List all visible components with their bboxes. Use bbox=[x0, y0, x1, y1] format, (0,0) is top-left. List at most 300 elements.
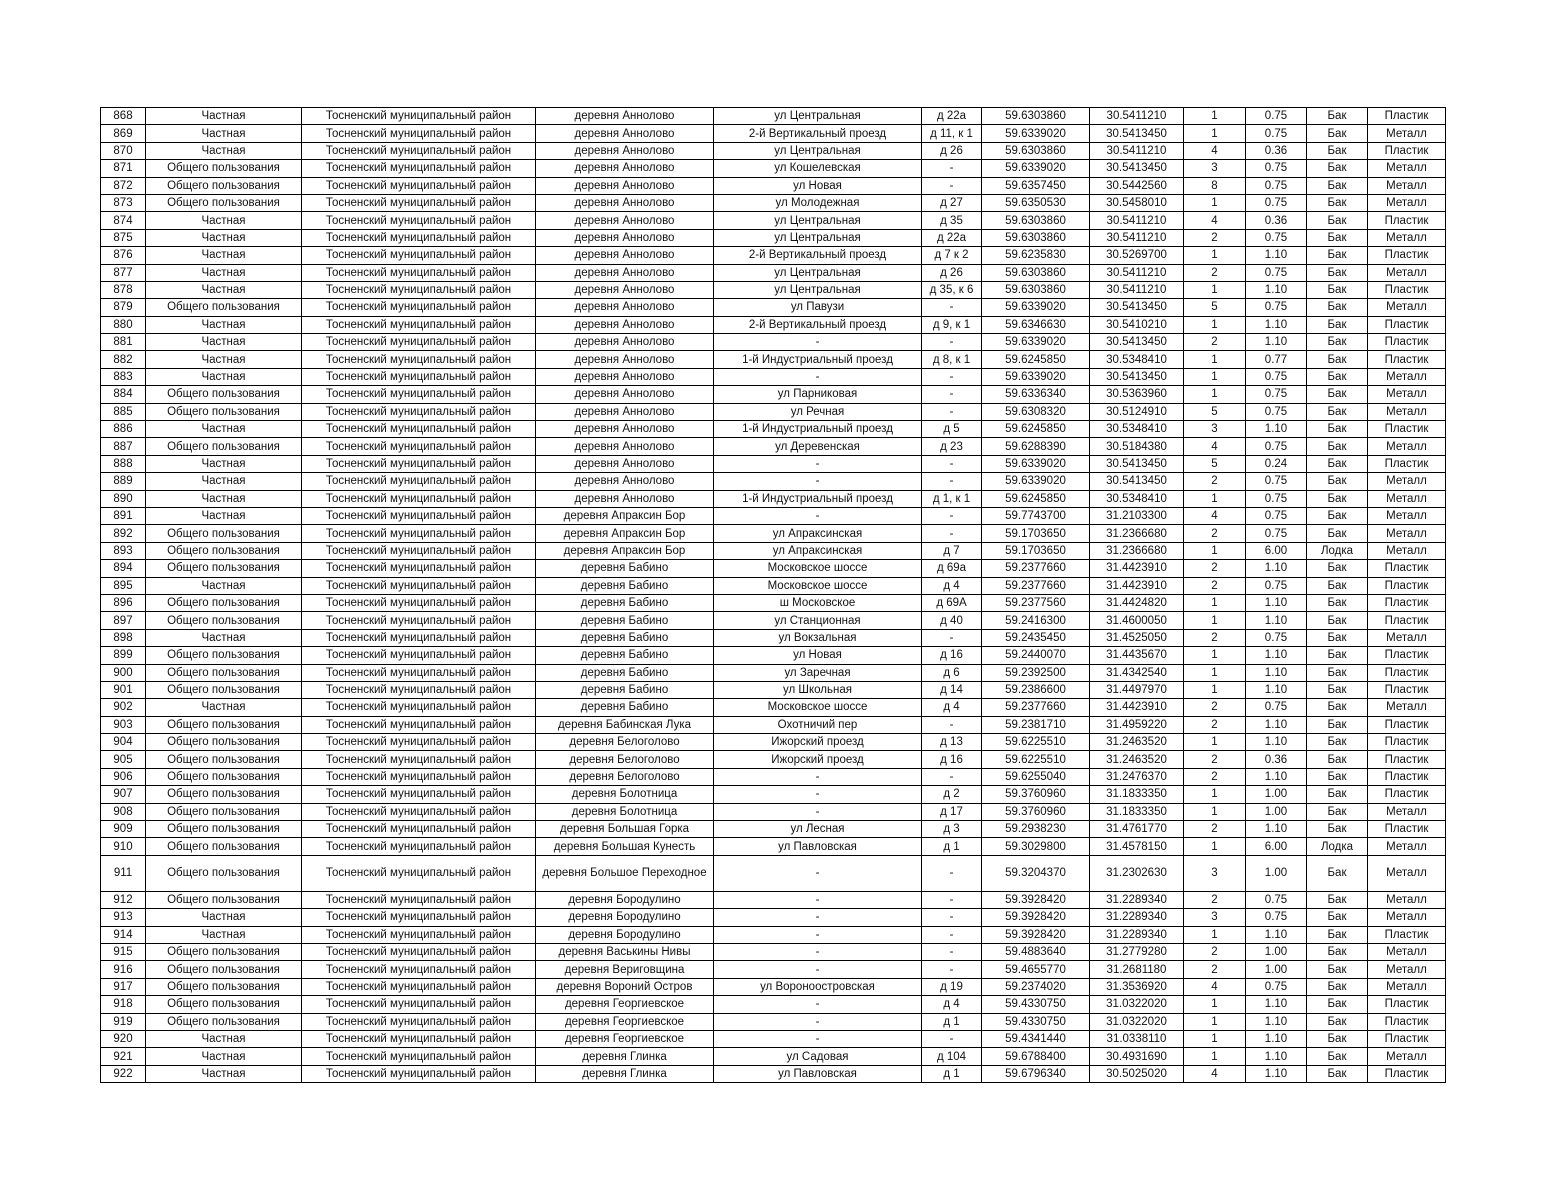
cell-latitude: 59.6339020 bbox=[982, 334, 1090, 351]
cell-longitude: 30.5413450 bbox=[1090, 368, 1184, 385]
cell-row-number: 870 bbox=[101, 142, 146, 159]
cell-longitude: 30.5413450 bbox=[1090, 473, 1184, 490]
cell-container-type: Бак bbox=[1307, 194, 1368, 211]
cell-area-type: Общего пользования bbox=[146, 525, 302, 542]
cell-row-number: 885 bbox=[101, 403, 146, 420]
cell-latitude: 59.2377660 bbox=[982, 699, 1090, 716]
cell-house: - bbox=[922, 926, 982, 943]
cell-street: 2-й Вертикальный проезд bbox=[714, 316, 922, 333]
cell-area-type: Общего пользования bbox=[146, 681, 302, 698]
cell-longitude: 30.5269700 bbox=[1090, 247, 1184, 264]
cell-settlement: деревня Аннолово bbox=[536, 334, 714, 351]
cell-latitude: 59.2416300 bbox=[982, 612, 1090, 629]
cell-row-number: 918 bbox=[101, 996, 146, 1013]
cell-longitude: 31.4423910 bbox=[1090, 560, 1184, 577]
table-row bbox=[101, 490, 1446, 507]
table-row bbox=[101, 664, 1446, 681]
cell-settlement: деревня Бабино bbox=[536, 577, 714, 594]
table-row bbox=[101, 943, 1446, 960]
cell-container-count: 1 bbox=[1184, 647, 1246, 664]
cell-house: д 16 bbox=[922, 751, 982, 768]
cell-container-count: 2 bbox=[1184, 473, 1246, 490]
cell-settlement: деревня Бородулино bbox=[536, 926, 714, 943]
cell-row-number: 904 bbox=[101, 734, 146, 751]
cell-material: Пластик bbox=[1368, 108, 1446, 125]
cell-container-type: Бак bbox=[1307, 786, 1368, 803]
cell-longitude: 31.2463520 bbox=[1090, 734, 1184, 751]
cell-volume: 1.10 bbox=[1246, 612, 1307, 629]
table-row bbox=[101, 838, 1446, 855]
cell-longitude: 30.5442560 bbox=[1090, 177, 1184, 194]
cell-latitude: 59.2386600 bbox=[982, 681, 1090, 698]
cell-street: ул Павловская bbox=[714, 838, 922, 855]
cell-house: д 40 bbox=[922, 612, 982, 629]
cell-material: Металл bbox=[1368, 299, 1446, 316]
cell-container-count: 1 bbox=[1184, 838, 1246, 855]
cell-latitude: 59.4330750 bbox=[982, 996, 1090, 1013]
cell-area-type: Частная bbox=[146, 1048, 302, 1065]
cell-settlement: деревня Глинка bbox=[536, 1065, 714, 1082]
cell-street: Охотничий пер bbox=[714, 716, 922, 733]
cell-container-type: Бак bbox=[1307, 473, 1368, 490]
cell-settlement: деревня Аннолово bbox=[536, 455, 714, 472]
cell-container-type: Бак bbox=[1307, 594, 1368, 611]
cell-settlement: деревня Белоголово bbox=[536, 768, 714, 785]
cell-volume: 0.75 bbox=[1246, 473, 1307, 490]
cell-container-type: Бак bbox=[1307, 1048, 1368, 1065]
cell-house: - bbox=[922, 455, 982, 472]
cell-settlement: деревня Бабинская Лука bbox=[536, 716, 714, 733]
cell-row-number: 871 bbox=[101, 160, 146, 177]
cell-container-count: 3 bbox=[1184, 909, 1246, 926]
cell-row-number: 920 bbox=[101, 1030, 146, 1047]
cell-row-number: 873 bbox=[101, 194, 146, 211]
cell-street: ул Центральная bbox=[714, 142, 922, 159]
cell-street: 1-й Индустриальный проезд bbox=[714, 351, 922, 368]
cell-container-type: Бак bbox=[1307, 996, 1368, 1013]
table-row bbox=[101, 612, 1446, 629]
table-row bbox=[101, 594, 1446, 611]
cell-volume: 0.75 bbox=[1246, 978, 1307, 995]
cell-longitude: 31.4423910 bbox=[1090, 577, 1184, 594]
cell-street: ул Кошелевская bbox=[714, 160, 922, 177]
cell-material: Пластик bbox=[1368, 560, 1446, 577]
cell-volume: 0.75 bbox=[1246, 386, 1307, 403]
cell-latitude: 59.4341440 bbox=[982, 1030, 1090, 1047]
cell-area-type: Частная bbox=[146, 421, 302, 438]
cell-latitude: 59.3029800 bbox=[982, 838, 1090, 855]
cell-district: Тосненский муниципальный район bbox=[302, 368, 536, 385]
cell-street: ул Парниковая bbox=[714, 386, 922, 403]
cell-container-type: Бак bbox=[1307, 264, 1368, 281]
cell-latitude: 59.6339020 bbox=[982, 368, 1090, 385]
cell-district: Тосненский муниципальный район bbox=[302, 1048, 536, 1065]
cell-latitude: 59.6235830 bbox=[982, 247, 1090, 264]
cell-latitude: 59.6796340 bbox=[982, 1065, 1090, 1082]
cell-street: ш Московское bbox=[714, 594, 922, 611]
cell-container-count: 4 bbox=[1184, 978, 1246, 995]
cell-district: Тосненский муниципальный район bbox=[302, 247, 536, 264]
cell-container-type: Бак bbox=[1307, 403, 1368, 420]
cell-volume: 1.10 bbox=[1246, 821, 1307, 838]
cell-row-number: 884 bbox=[101, 386, 146, 403]
cell-settlement: деревня Георгиевское bbox=[536, 1013, 714, 1030]
cell-container-count: 1 bbox=[1184, 194, 1246, 211]
cell-material: Металл bbox=[1368, 525, 1446, 542]
table-row bbox=[101, 212, 1446, 229]
cell-container-count: 2 bbox=[1184, 229, 1246, 246]
cell-row-number: 883 bbox=[101, 368, 146, 385]
cell-district: Тосненский муниципальный район bbox=[302, 943, 536, 960]
cell-volume: 1.10 bbox=[1246, 664, 1307, 681]
cell-longitude: 31.4435670 bbox=[1090, 647, 1184, 664]
table-row bbox=[101, 403, 1446, 420]
cell-district: Тосненский муниципальный район bbox=[302, 125, 536, 142]
cell-settlement: деревня Бабино bbox=[536, 664, 714, 681]
cell-longitude: 30.5184380 bbox=[1090, 438, 1184, 455]
cell-longitude: 30.5348410 bbox=[1090, 421, 1184, 438]
cell-row-number: 919 bbox=[101, 1013, 146, 1030]
cell-house: - bbox=[922, 855, 982, 891]
cell-latitude: 59.3760960 bbox=[982, 803, 1090, 820]
cell-volume: 0.75 bbox=[1246, 909, 1307, 926]
cell-house: д 6 bbox=[922, 664, 982, 681]
cell-container-count: 4 bbox=[1184, 438, 1246, 455]
cell-volume: 1.00 bbox=[1246, 786, 1307, 803]
cell-district: Тосненский муниципальный район bbox=[302, 507, 536, 524]
cell-material: Пластик bbox=[1368, 647, 1446, 664]
table-row bbox=[101, 786, 1446, 803]
cell-street: ул Молодежная bbox=[714, 194, 922, 211]
cell-street: - bbox=[714, 891, 922, 908]
cell-material: Металл bbox=[1368, 490, 1446, 507]
cell-longitude: 31.4342540 bbox=[1090, 664, 1184, 681]
cell-material: Металл bbox=[1368, 194, 1446, 211]
cell-settlement: деревня Аннолово bbox=[536, 177, 714, 194]
cell-latitude: 59.4655770 bbox=[982, 961, 1090, 978]
cell-container-type: Бак bbox=[1307, 108, 1368, 125]
cell-volume: 1.10 bbox=[1246, 594, 1307, 611]
table-row bbox=[101, 264, 1446, 281]
cell-settlement: деревня Аннолово bbox=[536, 264, 714, 281]
cell-house: д 4 bbox=[922, 699, 982, 716]
cell-area-type: Частная bbox=[146, 125, 302, 142]
cell-volume: 0.75 bbox=[1246, 229, 1307, 246]
cell-volume: 1.00 bbox=[1246, 943, 1307, 960]
cell-longitude: 30.5411210 bbox=[1090, 229, 1184, 246]
cell-house: д 7 к 2 bbox=[922, 247, 982, 264]
cell-container-type: Бак bbox=[1307, 1030, 1368, 1047]
cell-material: Металл bbox=[1368, 160, 1446, 177]
cell-street: - bbox=[714, 473, 922, 490]
table-row bbox=[101, 1013, 1446, 1030]
cell-row-number: 915 bbox=[101, 943, 146, 960]
cell-district: Тосненский муниципальный район bbox=[302, 803, 536, 820]
cell-latitude: 59.3928420 bbox=[982, 909, 1090, 926]
table-row bbox=[101, 299, 1446, 316]
table-row bbox=[101, 1030, 1446, 1047]
cell-area-type: Общего пользования bbox=[146, 542, 302, 559]
cell-house: д 22а bbox=[922, 229, 982, 246]
cell-volume: 1.10 bbox=[1246, 1048, 1307, 1065]
cell-longitude: 31.2366680 bbox=[1090, 525, 1184, 542]
table-row bbox=[101, 647, 1446, 664]
cell-longitude: 31.4424820 bbox=[1090, 594, 1184, 611]
cell-longitude: 30.5458010 bbox=[1090, 194, 1184, 211]
cell-settlement: деревня Большое Переходное bbox=[536, 855, 714, 891]
cell-container-count: 1 bbox=[1184, 664, 1246, 681]
table-row bbox=[101, 909, 1446, 926]
cell-volume: 0.36 bbox=[1246, 212, 1307, 229]
cell-row-number: 922 bbox=[101, 1065, 146, 1082]
cell-settlement: деревня Аннолово bbox=[536, 368, 714, 385]
cell-longitude: 31.4423910 bbox=[1090, 699, 1184, 716]
cell-container-type: Бак bbox=[1307, 926, 1368, 943]
cell-settlement: деревня Бабино bbox=[536, 629, 714, 646]
cell-material: Пластик bbox=[1368, 734, 1446, 751]
cell-district: Тосненский муниципальный район bbox=[302, 108, 536, 125]
cell-material: Пластик bbox=[1368, 455, 1446, 472]
cell-row-number: 894 bbox=[101, 560, 146, 577]
cell-container-count: 2 bbox=[1184, 264, 1246, 281]
cell-longitude: 30.5413450 bbox=[1090, 299, 1184, 316]
cell-volume: 1.10 bbox=[1246, 681, 1307, 698]
cell-row-number: 888 bbox=[101, 455, 146, 472]
table-row bbox=[101, 108, 1446, 125]
cell-street: ул Садовая bbox=[714, 1048, 922, 1065]
cell-house: д 4 bbox=[922, 996, 982, 1013]
cell-district: Тосненский муниципальный район bbox=[302, 751, 536, 768]
cell-row-number: 910 bbox=[101, 838, 146, 855]
cell-area-type: Общего пользования bbox=[146, 299, 302, 316]
cell-longitude: 30.5348410 bbox=[1090, 351, 1184, 368]
table-row bbox=[101, 142, 1446, 159]
cell-latitude: 59.6303860 bbox=[982, 229, 1090, 246]
cell-volume: 0.75 bbox=[1246, 108, 1307, 125]
cell-area-type: Общего пользования bbox=[146, 838, 302, 855]
cell-row-number: 916 bbox=[101, 961, 146, 978]
cell-container-count: 1 bbox=[1184, 351, 1246, 368]
cell-row-number: 896 bbox=[101, 594, 146, 611]
cell-district: Тосненский муниципальный район bbox=[302, 768, 536, 785]
cell-longitude: 31.2302630 bbox=[1090, 855, 1184, 891]
cell-container-type: Бак bbox=[1307, 421, 1368, 438]
cell-volume: 0.75 bbox=[1246, 490, 1307, 507]
cell-longitude: 31.2779280 bbox=[1090, 943, 1184, 960]
cell-district: Тосненский муниципальный район bbox=[302, 455, 536, 472]
cell-longitude: 31.2463520 bbox=[1090, 751, 1184, 768]
cell-district: Тосненский муниципальный район bbox=[302, 1030, 536, 1047]
cell-area-type: Частная bbox=[146, 368, 302, 385]
cell-district: Тосненский муниципальный район bbox=[302, 542, 536, 559]
cell-settlement: деревня Вороний Остров bbox=[536, 978, 714, 995]
cell-container-type: Бак bbox=[1307, 334, 1368, 351]
cell-longitude: 31.1833350 bbox=[1090, 803, 1184, 820]
table-row bbox=[101, 542, 1446, 559]
cell-district: Тосненский муниципальный район bbox=[302, 438, 536, 455]
cell-material: Пластик bbox=[1368, 786, 1446, 803]
cell-latitude: 59.6303860 bbox=[982, 281, 1090, 298]
cell-material: Металл bbox=[1368, 978, 1446, 995]
cell-material: Пластик bbox=[1368, 421, 1446, 438]
cell-material: Металл bbox=[1368, 229, 1446, 246]
cell-street: ул Центральная bbox=[714, 281, 922, 298]
cell-longitude: 31.2289340 bbox=[1090, 909, 1184, 926]
cell-area-type: Общего пользования bbox=[146, 943, 302, 960]
cell-latitude: 59.3760960 bbox=[982, 786, 1090, 803]
cell-container-count: 1 bbox=[1184, 281, 1246, 298]
cell-district: Тосненский муниципальный район bbox=[302, 594, 536, 611]
cell-settlement: деревня Аннолово bbox=[536, 212, 714, 229]
cell-longitude: 31.2289340 bbox=[1090, 891, 1184, 908]
cell-area-type: Общего пользования bbox=[146, 612, 302, 629]
cell-street: - bbox=[714, 926, 922, 943]
cell-container-type: Бак bbox=[1307, 1013, 1368, 1030]
cell-row-number: 898 bbox=[101, 629, 146, 646]
cell-settlement: деревня Георгиевское bbox=[536, 1030, 714, 1047]
cell-settlement: деревня Аннолово bbox=[536, 247, 714, 264]
cell-longitude: 31.1833350 bbox=[1090, 786, 1184, 803]
cell-settlement: деревня Аннолово bbox=[536, 142, 714, 159]
cell-area-type: Частная bbox=[146, 281, 302, 298]
cell-latitude: 59.1703650 bbox=[982, 525, 1090, 542]
cell-volume: 0.75 bbox=[1246, 160, 1307, 177]
cell-house: - bbox=[922, 909, 982, 926]
cell-house: д 26 bbox=[922, 142, 982, 159]
cell-container-type: Бак bbox=[1307, 560, 1368, 577]
cell-row-number: 887 bbox=[101, 438, 146, 455]
cell-container-type: Лодка bbox=[1307, 542, 1368, 559]
cell-settlement: деревня Аннолово bbox=[536, 438, 714, 455]
cell-row-number: 901 bbox=[101, 681, 146, 698]
cell-longitude: 30.5025020 bbox=[1090, 1065, 1184, 1082]
cell-area-type: Общего пользования bbox=[146, 386, 302, 403]
cell-container-count: 2 bbox=[1184, 629, 1246, 646]
cell-street: 1-й Индустриальный проезд bbox=[714, 490, 922, 507]
cell-district: Тосненский муниципальный район bbox=[302, 664, 536, 681]
cell-material: Металл bbox=[1368, 507, 1446, 524]
cell-volume: 0.75 bbox=[1246, 403, 1307, 420]
cell-row-number: 913 bbox=[101, 909, 146, 926]
cell-latitude: 59.6255040 bbox=[982, 768, 1090, 785]
table-row bbox=[101, 1065, 1446, 1082]
cell-settlement: деревня Аннолово bbox=[536, 194, 714, 211]
cell-row-number: 872 bbox=[101, 177, 146, 194]
cell-container-count: 1 bbox=[1184, 1013, 1246, 1030]
cell-house: - bbox=[922, 716, 982, 733]
table-row bbox=[101, 734, 1446, 751]
cell-container-count: 5 bbox=[1184, 403, 1246, 420]
cell-street: ул Апраксинская bbox=[714, 542, 922, 559]
cell-house: - bbox=[922, 768, 982, 785]
cell-longitude: 31.4525050 bbox=[1090, 629, 1184, 646]
cell-container-type: Бак bbox=[1307, 1065, 1368, 1082]
cell-area-type: Общего пользования bbox=[146, 978, 302, 995]
cell-longitude: 30.5413450 bbox=[1090, 125, 1184, 142]
cell-area-type: Частная bbox=[146, 1065, 302, 1082]
cell-house: д 8, к 1 bbox=[922, 351, 982, 368]
cell-material: Металл bbox=[1368, 438, 1446, 455]
cell-container-type: Бак bbox=[1307, 768, 1368, 785]
cell-street: ул Апраксинская bbox=[714, 525, 922, 542]
cell-volume: 0.75 bbox=[1246, 891, 1307, 908]
cell-material: Пластик bbox=[1368, 768, 1446, 785]
cell-area-type: Частная bbox=[146, 229, 302, 246]
cell-district: Тосненский муниципальный район bbox=[302, 926, 536, 943]
cell-container-type: Бак bbox=[1307, 299, 1368, 316]
cell-row-number: 897 bbox=[101, 612, 146, 629]
cell-row-number: 917 bbox=[101, 978, 146, 995]
cell-district: Тосненский муниципальный район bbox=[302, 855, 536, 891]
cell-latitude: 59.4883640 bbox=[982, 943, 1090, 960]
cell-district: Тосненский муниципальный район bbox=[302, 560, 536, 577]
cell-latitude: 59.6346630 bbox=[982, 316, 1090, 333]
cell-longitude: 30.5410210 bbox=[1090, 316, 1184, 333]
cell-district: Тосненский муниципальный район bbox=[302, 281, 536, 298]
cell-volume: 1.10 bbox=[1246, 996, 1307, 1013]
cell-settlement: деревня Аннолово bbox=[536, 421, 714, 438]
cell-row-number: 895 bbox=[101, 577, 146, 594]
cell-settlement: деревня Аннолово bbox=[536, 490, 714, 507]
cell-volume: 1.10 bbox=[1246, 768, 1307, 785]
cell-longitude: 31.2476370 bbox=[1090, 768, 1184, 785]
cell-material: Пластик bbox=[1368, 716, 1446, 733]
cell-volume: 1.10 bbox=[1246, 734, 1307, 751]
cell-area-type: Общего пользования bbox=[146, 716, 302, 733]
cell-longitude: 31.4497970 bbox=[1090, 681, 1184, 698]
cell-district: Тосненский муниципальный район bbox=[302, 996, 536, 1013]
cell-material: Металл bbox=[1368, 961, 1446, 978]
cell-area-type: Частная bbox=[146, 316, 302, 333]
cell-volume: 1.10 bbox=[1246, 1065, 1307, 1082]
table-row bbox=[101, 177, 1446, 194]
cell-district: Тосненский муниципальный район bbox=[302, 1065, 536, 1082]
cell-container-type: Бак bbox=[1307, 351, 1368, 368]
cell-container-count: 2 bbox=[1184, 560, 1246, 577]
cell-material: Пластик bbox=[1368, 334, 1446, 351]
table-body bbox=[101, 108, 1446, 1083]
cell-house: д 1 bbox=[922, 1065, 982, 1082]
cell-house: д 35 bbox=[922, 212, 982, 229]
cell-latitude: 59.2377560 bbox=[982, 594, 1090, 611]
cell-material: Пластик bbox=[1368, 1030, 1446, 1047]
cell-district: Тосненский муниципальный район bbox=[302, 351, 536, 368]
cell-container-count: 1 bbox=[1184, 803, 1246, 820]
cell-house: д 69а bbox=[922, 560, 982, 577]
cell-container-type: Бак bbox=[1307, 177, 1368, 194]
cell-container-count: 4 bbox=[1184, 1065, 1246, 1082]
cell-container-type: Бак bbox=[1307, 525, 1368, 542]
cell-row-number: 869 bbox=[101, 125, 146, 142]
cell-street: ул Школьная bbox=[714, 681, 922, 698]
cell-settlement: деревня Бабино bbox=[536, 681, 714, 698]
cell-house: д 7 bbox=[922, 542, 982, 559]
cell-container-type: Бак bbox=[1307, 699, 1368, 716]
cell-material: Пластик bbox=[1368, 594, 1446, 611]
table-row bbox=[101, 334, 1446, 351]
containers-table bbox=[100, 107, 1446, 1083]
cell-settlement: деревня Апраксин Бор bbox=[536, 507, 714, 524]
cell-street: Ижорский проезд bbox=[714, 734, 922, 751]
table-row bbox=[101, 629, 1446, 646]
cell-latitude: 59.1703650 bbox=[982, 542, 1090, 559]
cell-row-number: 893 bbox=[101, 542, 146, 559]
cell-latitude: 59.2377660 bbox=[982, 577, 1090, 594]
cell-container-count: 1 bbox=[1184, 125, 1246, 142]
cell-container-count: 5 bbox=[1184, 299, 1246, 316]
cell-container-count: 1 bbox=[1184, 594, 1246, 611]
cell-latitude: 59.6303860 bbox=[982, 142, 1090, 159]
